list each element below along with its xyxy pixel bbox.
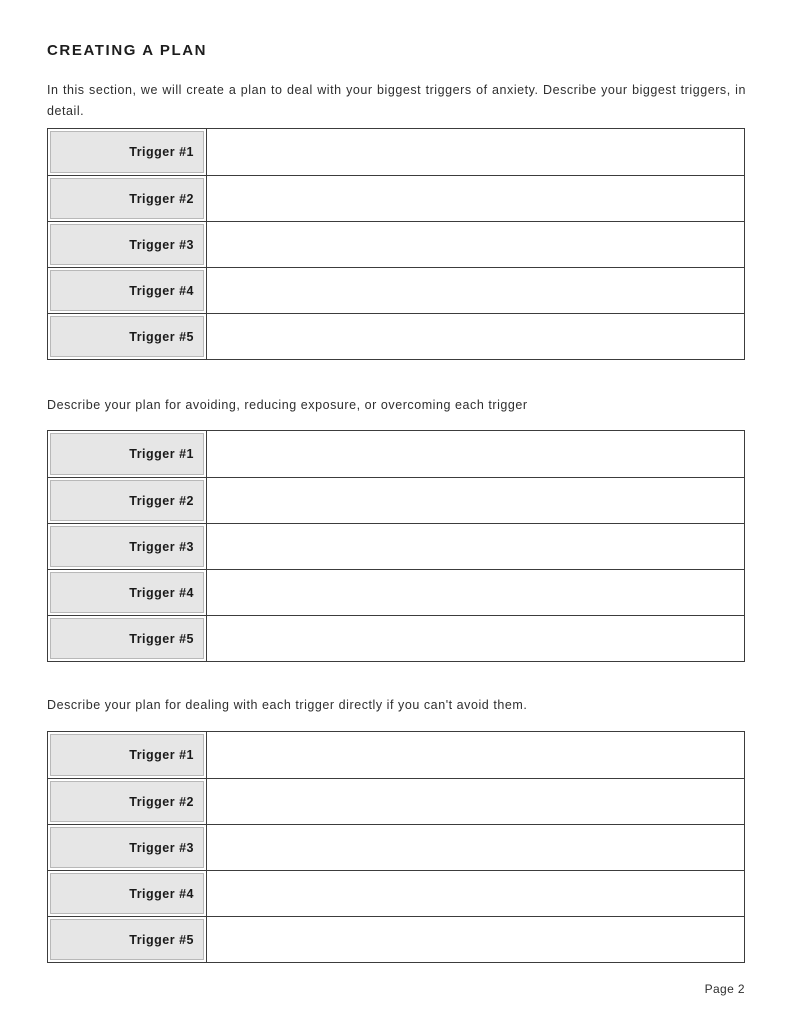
row-label-cell <box>48 268 207 313</box>
row-input-cell <box>207 732 744 778</box>
row-label-cell <box>48 431 207 477</box>
row-input-cell <box>207 524 744 569</box>
triggers-table-biggest <box>47 128 745 360</box>
table-row <box>48 569 744 615</box>
row-label: Trigger #1 <box>50 734 204 776</box>
table-row <box>48 129 744 175</box>
table-row <box>48 615 744 661</box>
table-row <box>48 732 744 778</box>
row-label-cell <box>48 825 207 870</box>
row-label: Trigger #3 <box>50 827 204 868</box>
row-input-cell <box>207 616 744 661</box>
table-row <box>48 431 744 477</box>
row-label: Trigger #3 <box>50 526 204 567</box>
row-label: Trigger #1 <box>50 131 204 173</box>
row-input-cell <box>207 129 744 175</box>
table-row <box>48 870 744 916</box>
row-label-cell <box>48 871 207 916</box>
row-label-cell <box>48 478 207 523</box>
row-input-cell <box>207 570 744 615</box>
row-input-cell <box>207 431 744 477</box>
triggers-table-avoiding-plan <box>47 430 745 662</box>
row-input-cell <box>207 268 744 313</box>
row-label: Trigger #1 <box>50 433 204 475</box>
row-input-cell <box>207 917 744 962</box>
row-label-cell <box>48 917 207 962</box>
row-label: Trigger #5 <box>50 919 204 960</box>
table-row <box>48 221 744 267</box>
row-input-cell <box>207 779 744 824</box>
row-label-cell <box>48 129 207 175</box>
row-label-cell <box>48 732 207 778</box>
row-label: Trigger #2 <box>50 781 204 822</box>
row-label: Trigger #3 <box>50 224 204 265</box>
row-label: Trigger #4 <box>50 873 204 914</box>
section-description-avoiding: Describe your plan for avoiding, reducing exposure, or overcoming each trigger <box>47 398 528 412</box>
row-label-cell <box>48 176 207 221</box>
table-row <box>48 267 744 313</box>
table-row <box>48 313 744 359</box>
table-row <box>48 778 744 824</box>
row-label-cell <box>48 524 207 569</box>
page-title: CREATING A PLAN <box>47 42 208 59</box>
intro-text: In this section, we will create a plan to deal with your biggest triggers of anxiety. Describe your biggest triggers, in detail. <box>47 83 746 118</box>
row-input-cell <box>207 871 744 916</box>
row-label: Trigger #2 <box>50 480 204 521</box>
row-input-cell <box>207 478 744 523</box>
row-label-cell <box>48 616 207 661</box>
page-number: Page 2 <box>704 982 745 996</box>
row-label: Trigger #2 <box>50 178 204 219</box>
row-input-cell <box>207 222 744 267</box>
triggers-table-dealing-plan <box>47 731 745 963</box>
table-row <box>48 477 744 523</box>
row-label-cell <box>48 570 207 615</box>
table-row <box>48 916 744 962</box>
row-label-cell <box>48 779 207 824</box>
row-label: Trigger #4 <box>50 270 204 311</box>
row-label: Trigger #5 <box>50 618 204 659</box>
table-row <box>48 175 744 221</box>
row-label: Trigger #4 <box>50 572 204 613</box>
row-input-cell <box>207 176 744 221</box>
row-input-cell <box>207 825 744 870</box>
section-description-dealing: Describe your plan for dealing with each trigger directly if you can't avoid them. <box>47 698 528 712</box>
row-label-cell <box>48 222 207 267</box>
row-label: Trigger #5 <box>50 316 204 357</box>
row-label-cell <box>48 314 207 359</box>
table-row <box>48 523 744 569</box>
table-row <box>48 824 744 870</box>
row-input-cell <box>207 314 744 359</box>
